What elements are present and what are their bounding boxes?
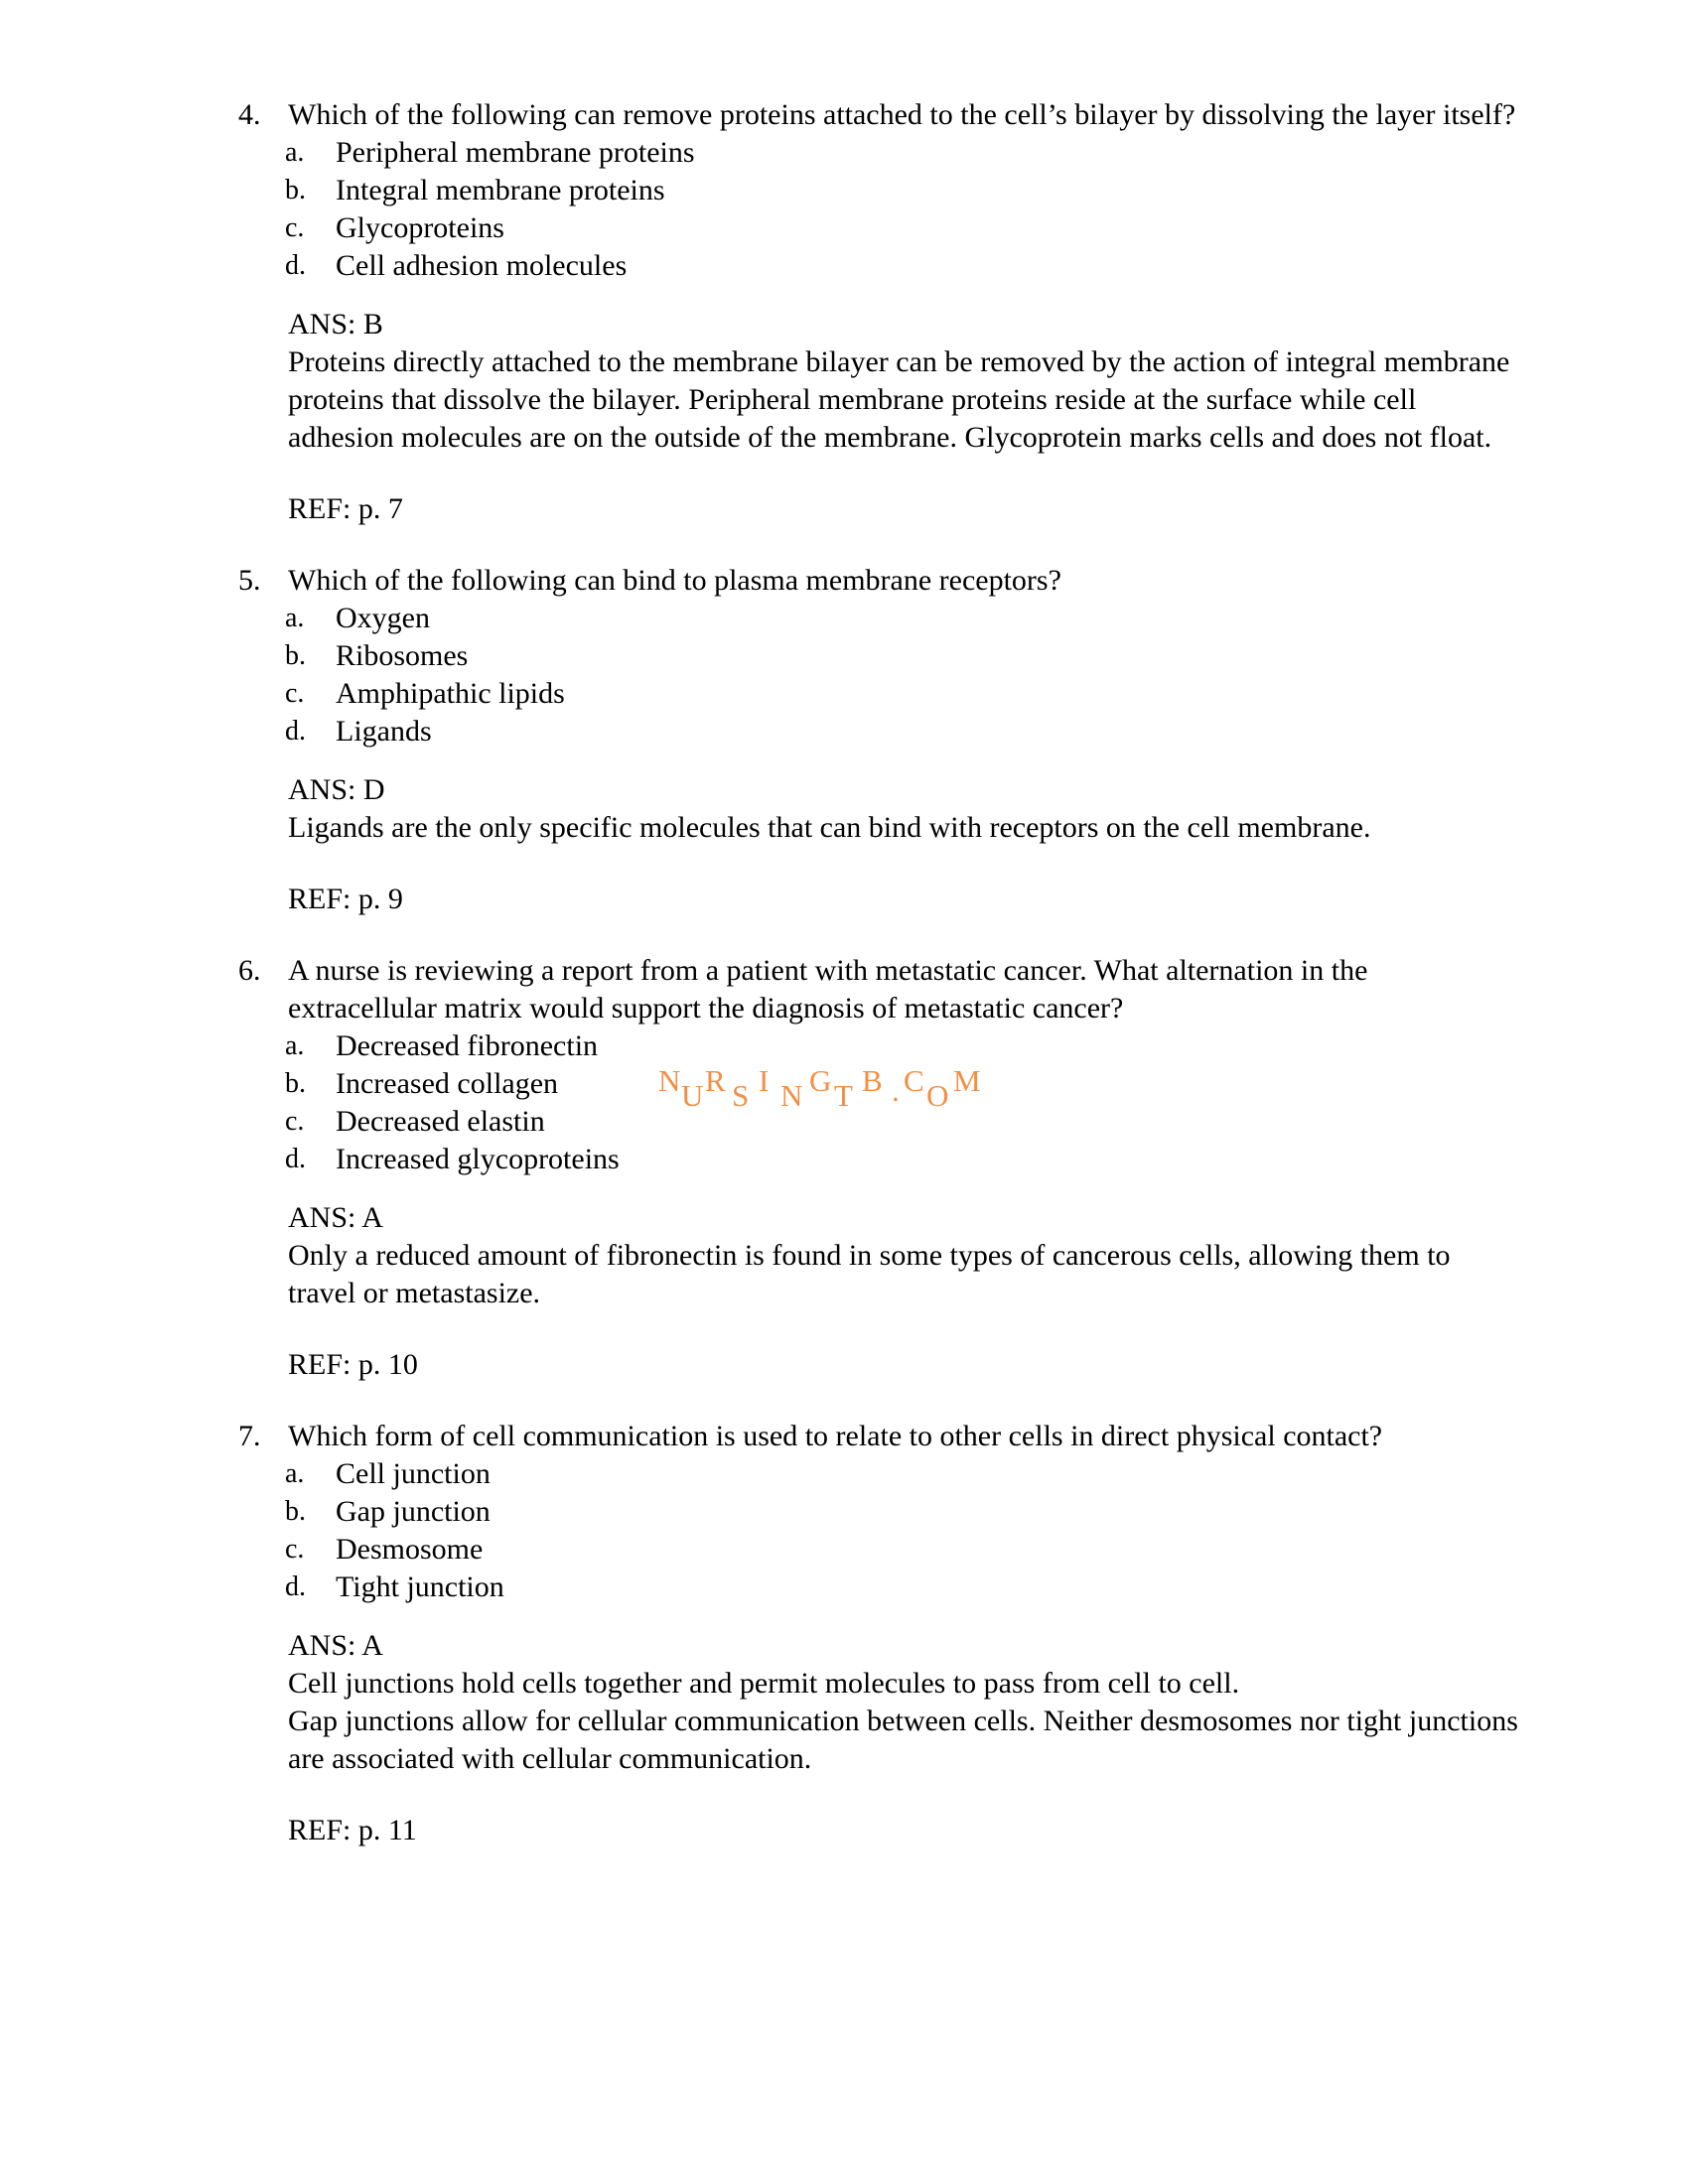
- option-letter: c.: [285, 1106, 305, 1137]
- option-b: [285, 637, 1519, 675]
- rationale-paragraph: Only a reduced amount of fibronectin is found in some types of cancerous cells, allowing them to travel or metastasize.: [288, 1239, 1451, 1309]
- question-text: Which form of cell communication is used to relate to other cells in direct physical contact?: [288, 1420, 1383, 1452]
- answer-options: [285, 1027, 1519, 1178]
- answer-key: ANS: B: [288, 308, 383, 341]
- answer-rationale: [288, 343, 1519, 457]
- option-text: Tight junction: [336, 1570, 504, 1603]
- page-reference: REF: p. 9: [288, 883, 403, 915]
- option-text: Decreased fibronectin: [336, 1029, 599, 1062]
- option-letter: b.: [285, 640, 306, 671]
- option-a: [285, 1027, 1519, 1065]
- answer-key: ANS: A: [288, 1629, 383, 1662]
- question-number: 6.: [238, 954, 261, 987]
- rationale-paragraph: Proteins directly attached to the membrane bilayer can be removed by the action of integral membrane proteins that dissolve the bilayer. Peripheral membrane proteins reside at the surface while cell adhesion molecules are on the outside of the membrane. Glycoprotein marks cells and does not float.: [288, 345, 1510, 454]
- option-d: [285, 1569, 1519, 1606]
- option-text: Desmosome: [336, 1533, 484, 1566]
- watermark-letter: N: [658, 1063, 681, 1098]
- question-number: 7.: [238, 1420, 261, 1452]
- option-letter: c.: [285, 1534, 305, 1565]
- option-letter: d.: [285, 250, 306, 281]
- option-text: Oxygen: [336, 602, 430, 634]
- answer-rationale: [288, 809, 1519, 847]
- option-text: Amphipathic lipids: [336, 677, 565, 710]
- option-letter: a.: [285, 137, 305, 168]
- option-c: [285, 675, 1519, 713]
- option-a: [285, 1455, 1519, 1493]
- answer-options: [285, 600, 1519, 751]
- page-reference: REF: p. 7: [288, 492, 403, 525]
- option-d: [285, 247, 1519, 285]
- option-text: Glycoproteins: [336, 211, 504, 244]
- option-text: Increased collagen: [336, 1067, 559, 1100]
- option-text: Cell junction: [336, 1457, 491, 1490]
- option-a: [285, 600, 1519, 637]
- watermark-letter: I: [759, 1063, 770, 1098]
- option-letter: c.: [285, 212, 305, 243]
- option-a: [285, 134, 1519, 172]
- option-text: Increased glycoproteins: [336, 1143, 620, 1175]
- option-letter: d.: [285, 716, 306, 747]
- option-b: [285, 1493, 1519, 1531]
- page-reference: REF: p. 11: [288, 1814, 417, 1846]
- option-text: Integral membrane proteins: [336, 174, 665, 206]
- option-letter: b.: [285, 1496, 306, 1527]
- option-b: [285, 172, 1519, 209]
- watermark-letter: B: [862, 1063, 883, 1098]
- option-letter: b.: [285, 175, 306, 205]
- option-letter: a.: [285, 1030, 305, 1061]
- option-text: Decreased elastin: [336, 1105, 545, 1138]
- option-text: Cell adhesion molecules: [336, 249, 628, 282]
- option-text: Peripheral membrane proteins: [336, 136, 695, 169]
- question-7: [238, 1418, 1519, 1849]
- watermark-letter: R: [705, 1063, 726, 1098]
- answer-options: [285, 1455, 1519, 1606]
- question-5: [238, 562, 1519, 918]
- rationale-paragraph: Ligands are the only specific molecules that can bind with receptors on the cell membrane.: [288, 811, 1371, 844]
- answer-rationale: [288, 1665, 1519, 1778]
- answer-rationale: [288, 1237, 1519, 1312]
- rationale-paragraph: Cell junctions hold cells together and permit molecules to pass from cell to cell.: [288, 1667, 1240, 1700]
- answer-options: [285, 134, 1519, 285]
- option-text: Ribosomes: [336, 639, 469, 672]
- option-letter: b.: [285, 1068, 306, 1099]
- watermark-letter: O: [926, 1078, 949, 1113]
- question-text: Which of the following can remove proteins attached to the cell’s bilayer by dissolving the layer itself?: [288, 98, 1516, 131]
- watermark-letter: U: [681, 1078, 704, 1113]
- question-6: [238, 952, 1519, 1384]
- option-text: Gap junction: [336, 1495, 491, 1528]
- option-letter: c.: [285, 678, 305, 709]
- option-letter: d.: [285, 1144, 306, 1174]
- watermark-letter: C: [904, 1063, 924, 1098]
- option-text: Ligands: [336, 715, 432, 748]
- option-letter: a.: [285, 603, 305, 633]
- document-page: [0, 96, 1688, 1849]
- option-c: [285, 1103, 1519, 1141]
- question-text: A nurse is reviewing a report from a patient with metastatic cancer. What alternation in the extracellular matrix would support the diagnosis of metastatic cancer?: [288, 954, 1368, 1024]
- question-number: 4.: [238, 98, 261, 131]
- option-d: [285, 713, 1519, 751]
- page-reference: REF: p. 10: [288, 1348, 418, 1381]
- answer-key: ANS: D: [288, 773, 385, 806]
- watermark-letter: M: [953, 1063, 981, 1098]
- answer-key: ANS: A: [288, 1201, 383, 1234]
- option-b: [285, 1065, 1519, 1103]
- question-text: Which of the following can bind to plasma membrane receptors?: [288, 564, 1061, 597]
- watermark-letter: S: [732, 1078, 750, 1113]
- watermark-letter: G: [809, 1063, 832, 1098]
- option-letter: d.: [285, 1571, 306, 1602]
- question-4: [238, 96, 1519, 528]
- rationale-paragraph: Gap junctions allow for cellular communication between cells. Neither desmosomes nor tight junctions are associated with cellular communication.: [288, 1705, 1518, 1775]
- question-number: 5.: [238, 564, 261, 597]
- watermark-letter: N: [780, 1078, 803, 1113]
- option-d: [285, 1141, 1519, 1178]
- watermark-letter: T: [834, 1078, 853, 1113]
- option-c: [285, 209, 1519, 247]
- option-c: [285, 1531, 1519, 1569]
- option-letter: a.: [285, 1458, 305, 1489]
- watermark-letter: .: [892, 1073, 900, 1108]
